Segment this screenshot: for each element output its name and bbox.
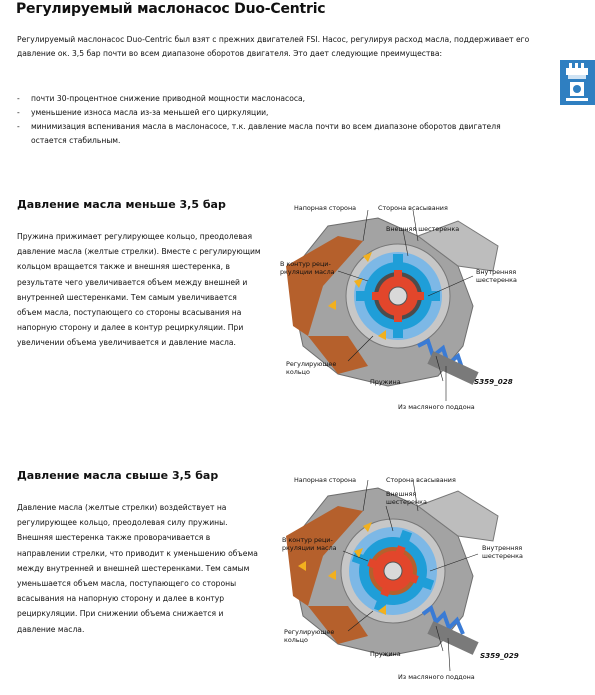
section-text: Давление масла (желтые стрелки) воздействует на регулирующее кольцо, преодолевая силу пружины. Внешняя шестеренка также проворачивается в направлении стрелки, что приводит к уменьшению объема между внутренней и внешней шестеренками. Тем самым уменьшается объем масла, поступающего со стороны всасывания на напорную сторону и далее в контур рециркуляции. При снижении объема снижается и давление масла. xyxy=(17,503,258,634)
label-recirculation: В контур реци-ркуляции масла xyxy=(280,260,335,276)
page-title: Регулируемый маслонасос Duo-Centric xyxy=(16,1,326,17)
pump-diagram-low-pressure xyxy=(268,196,588,421)
section-title: Давление масла свыше 3,5 бар xyxy=(17,469,219,482)
label-outer-gear: Внешняя шестеренка xyxy=(386,490,427,506)
label-pressure-side: Напорная сторона xyxy=(294,204,357,212)
figure-code: S359_028 xyxy=(474,377,513,386)
section-title: Давление масла меньше 3,5 бар xyxy=(17,198,226,211)
label-pressure-side: Напорная сторона xyxy=(294,476,357,484)
label-outer-gear: Внешняя шестеренка xyxy=(386,225,460,233)
label-spring: Пружина xyxy=(370,378,401,386)
label-suction-side: Сторона всасывания xyxy=(386,476,456,484)
list-item: - почти 30-процентное снижение приводной мощности маслонасоса, xyxy=(17,92,537,106)
label-control-ring: Регулирующее кольцо xyxy=(286,360,337,376)
list-item: - уменьшение износа масла из-за меньшей его циркуляции, xyxy=(17,106,537,120)
label-recirculation: В контур реци-ркуляции масла xyxy=(282,536,337,552)
pump-diagram-high-pressure xyxy=(268,466,588,691)
section-text: Пружина прижимает регулирующее кольцо, преодолевая давление масла (желтые стрелки). Вместе с регулирующим кольцом вращается также и внешняя шестеренка, в результате чего увеличивается объем между внешней и внутренней шестеренками. Тем самым увеличивается объем масла, поступающего со стороны всасывания на напорную сторону и далее в контур рециркуляции. При увеличении объема увеличивается и давление масла. xyxy=(17,232,261,348)
section-tab[interactable] xyxy=(560,60,595,105)
advantages-list xyxy=(17,92,537,148)
list-item: - минимизация вспенивания масла в маслонасосе, т.к. давление масла почти во всем диапазоне оборотов двигателя остается стабильным. xyxy=(17,120,537,148)
label-from-sump: Из масляного поддона xyxy=(398,673,475,681)
engine-icon xyxy=(560,60,595,105)
intro-paragraph: Регулируемый маслонасос Duo-Centric был взят с прежних двигателей FSI. Насос, регулируя расход масла, поддерживает его давление ок. 3,5 бар почти во всем диапазоне оборотов двигателя. Это дает следующие преимущества: xyxy=(17,35,530,58)
label-spring: Пружина xyxy=(370,650,401,658)
label-control-ring: Регулирующее кольцо xyxy=(284,628,335,644)
label-inner-gear: Внутренняя шестеренка xyxy=(476,268,517,284)
figure-code: S359_029 xyxy=(480,651,519,660)
label-from-sump: Из масляного поддона xyxy=(398,403,475,411)
label-inner-gear: Внутренняя шестеренка xyxy=(482,544,523,560)
label-suction-side: Сторона всасывания xyxy=(378,204,448,212)
